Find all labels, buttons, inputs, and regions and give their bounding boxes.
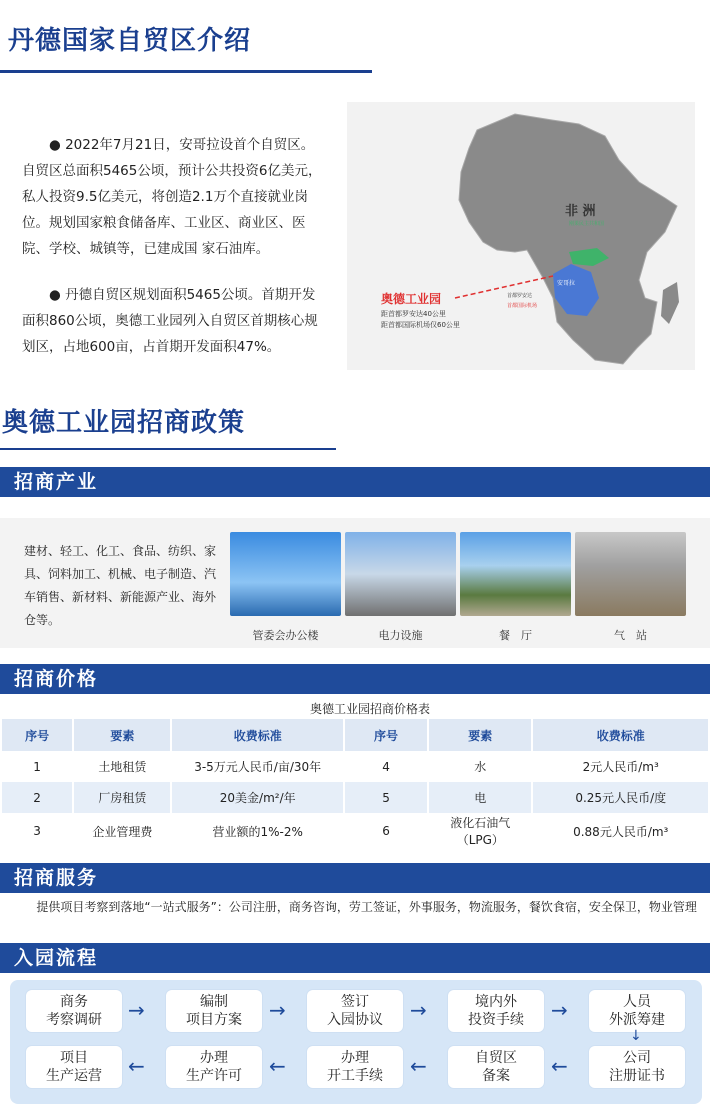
service-section-bar: 招商服务: [0, 863, 710, 893]
caption-admin-building: 管委会办公楼: [252, 629, 319, 642]
angola-label: 安哥拉: [557, 280, 576, 287]
capital-pin-label: 首都罗安达: [507, 293, 533, 299]
flow-step-line2: 备案: [482, 1068, 510, 1084]
intro-paragraph-1: ● 2022年7月21日，安哥拉设首个自贸区。自贸区总面积5465公顷，预计公共投资6亿美元，私人投资9.5亿美元，将创造2.1万个直接就业岗位。规划国家粮食储备库、工业区、商业区、医院、学校、城镇等，已建成国 家石油库。: [22, 137, 322, 257]
intro-title-underline: [0, 70, 372, 73]
policy-title: 奥德工业园招商政策: [2, 408, 246, 438]
flow-step-line2: 生产运营: [46, 1068, 102, 1084]
table-row: [2, 813, 708, 849]
airport-pin-label: 首都国际机场: [507, 303, 538, 309]
flow-step-line2: 入园协议: [327, 1012, 383, 1028]
table-row: [2, 782, 708, 813]
flow-step-line2: 投资手续: [468, 1012, 524, 1028]
cell: 4: [382, 759, 390, 774]
flow-step-staff-dispatch: [589, 990, 685, 1032]
flow-step-line2: 生产许可: [186, 1068, 242, 1084]
flow-step-line2: 注册证书: [609, 1068, 665, 1084]
arrow-left-icon: ←: [128, 1054, 145, 1078]
header-item-1: 要素: [74, 719, 170, 751]
flow-step-line1: 商务: [60, 994, 88, 1010]
cell: 6: [382, 824, 390, 838]
park-name-label: 奥德工业园: [381, 292, 442, 306]
header-fee-1: 收费标准: [172, 719, 342, 751]
flow-step-business-survey: [26, 990, 122, 1032]
flow-step-line2: 考察调研: [46, 1012, 102, 1028]
cell: 0.25元人民币/度: [533, 782, 708, 813]
header-index-1: 序号: [2, 719, 72, 751]
caption-restaurant: 餐 厅: [499, 629, 532, 642]
flow-step-line1: 编制: [200, 994, 228, 1010]
cell: 厂房租赁: [74, 782, 170, 813]
arrow-right-icon: →: [551, 998, 568, 1022]
intro-paragraph-2: ● 丹德自贸区规划面积5465公顷。首期开发面积860公顷，奥德工业园列入自贸区首期核心规划区，占地600亩，占首期开发面积47%。: [22, 287, 318, 355]
header-fee-2: 收费标准: [533, 719, 708, 751]
photo-admin-building: [230, 532, 341, 616]
flow-step-line2: 外派筹建: [609, 1012, 665, 1028]
industry-text: 建材、轻工、化工、食品、纺织、家具、饲料加工、机械、电子制造、汽车销售、新材料、新能源产业、海外仓等。: [24, 544, 217, 627]
arrow-left-icon: ←: [410, 1054, 427, 1078]
flow-step-company-registration: [589, 1046, 685, 1088]
flow-step-investment-procedures: [448, 990, 544, 1032]
cell: 土地租赁: [98, 760, 147, 774]
flow-step-line1: 人员: [623, 994, 651, 1010]
cell: 5: [345, 782, 427, 813]
flow-step-line1: 项目: [60, 1050, 88, 1066]
header-item-2: 要素: [429, 719, 531, 751]
intro-title: 丹德国家自贸区介绍: [8, 26, 252, 56]
continent-label: 非 洲: [565, 204, 596, 219]
flow-step-line1: 公司: [623, 1050, 651, 1066]
flow-step-construction-permit: [307, 1046, 403, 1088]
cell: 3-5万元人民币/亩/30年: [194, 760, 322, 774]
flow-step-ftz-filing: [448, 1046, 544, 1088]
flow-step-line1: 自贸区: [475, 1050, 517, 1066]
cell: 3: [33, 824, 41, 838]
photo-restaurant: [460, 532, 571, 616]
africa-map: [347, 102, 695, 370]
flow-step-project-plan: [166, 990, 262, 1032]
arrow-right-icon: →: [128, 998, 145, 1022]
cell: 营业额的1%-2%: [212, 824, 303, 839]
cell: 液化石油气（LPG）: [450, 816, 511, 847]
price-section-bar: 招商价格: [0, 664, 710, 694]
cell: 0.88元人民币/m³: [573, 824, 669, 839]
cell: 企业管理费: [92, 824, 153, 839]
flow-step-line1: 办理: [200, 1050, 228, 1066]
flow-step-production-license: [166, 1046, 262, 1088]
distance-capital: 距首都罗安达40公里: [381, 310, 446, 318]
cell: 20美金/m²/年: [172, 782, 342, 813]
arrow-right-icon: →: [269, 998, 286, 1022]
flow-step-line1: 境内外: [475, 994, 517, 1010]
flow-step-sign-agreement: [307, 990, 403, 1032]
flow-step-line1: 办理: [341, 1050, 369, 1066]
cell: 2元人民币/m³: [582, 760, 659, 774]
flow-step-production-operation: [26, 1046, 122, 1088]
service-text: 提供项目考察到落地“一站式服务”：公司注册，商务咨询，劳工签证，外事服务，物流服务，餐饮食宿，安全保卫，物业管理: [36, 900, 697, 914]
flow-step-line2: 开工手续: [327, 1068, 383, 1084]
cell: 2: [2, 782, 72, 813]
flow-section-bar: 入园流程: [0, 943, 710, 973]
policy-title-underline: [0, 448, 336, 450]
green-region-label: 刚果民主共和国: [569, 221, 605, 227]
distance-airport: 距首都国际机场仅60公里: [381, 321, 460, 329]
price-table-header: [2, 719, 708, 751]
price-table-title: 奥德工业园招商价格表: [309, 702, 430, 716]
flow-step-line1: 签订: [341, 994, 369, 1010]
flow-step-line2: 项目方案: [186, 1012, 242, 1028]
caption-power-facility: 电力设施: [378, 629, 423, 642]
price-table: [0, 719, 710, 849]
arrow-left-icon: ←: [269, 1054, 286, 1078]
caption-gas-station: 气 站: [614, 629, 647, 642]
table-row: [2, 751, 708, 782]
cell: 1: [33, 759, 41, 774]
header-index-2: 序号: [345, 719, 427, 751]
cell: 水: [474, 760, 487, 774]
industry-section-bar: 招商产业: [0, 467, 710, 497]
arrow-right-icon: →: [410, 998, 427, 1022]
photo-power-facility: [345, 532, 456, 616]
photo-gas-station: [575, 532, 686, 616]
arrow-down-icon: ↓: [630, 1028, 642, 1044]
arrow-left-icon: ←: [551, 1054, 568, 1078]
cell: 电: [429, 782, 531, 813]
